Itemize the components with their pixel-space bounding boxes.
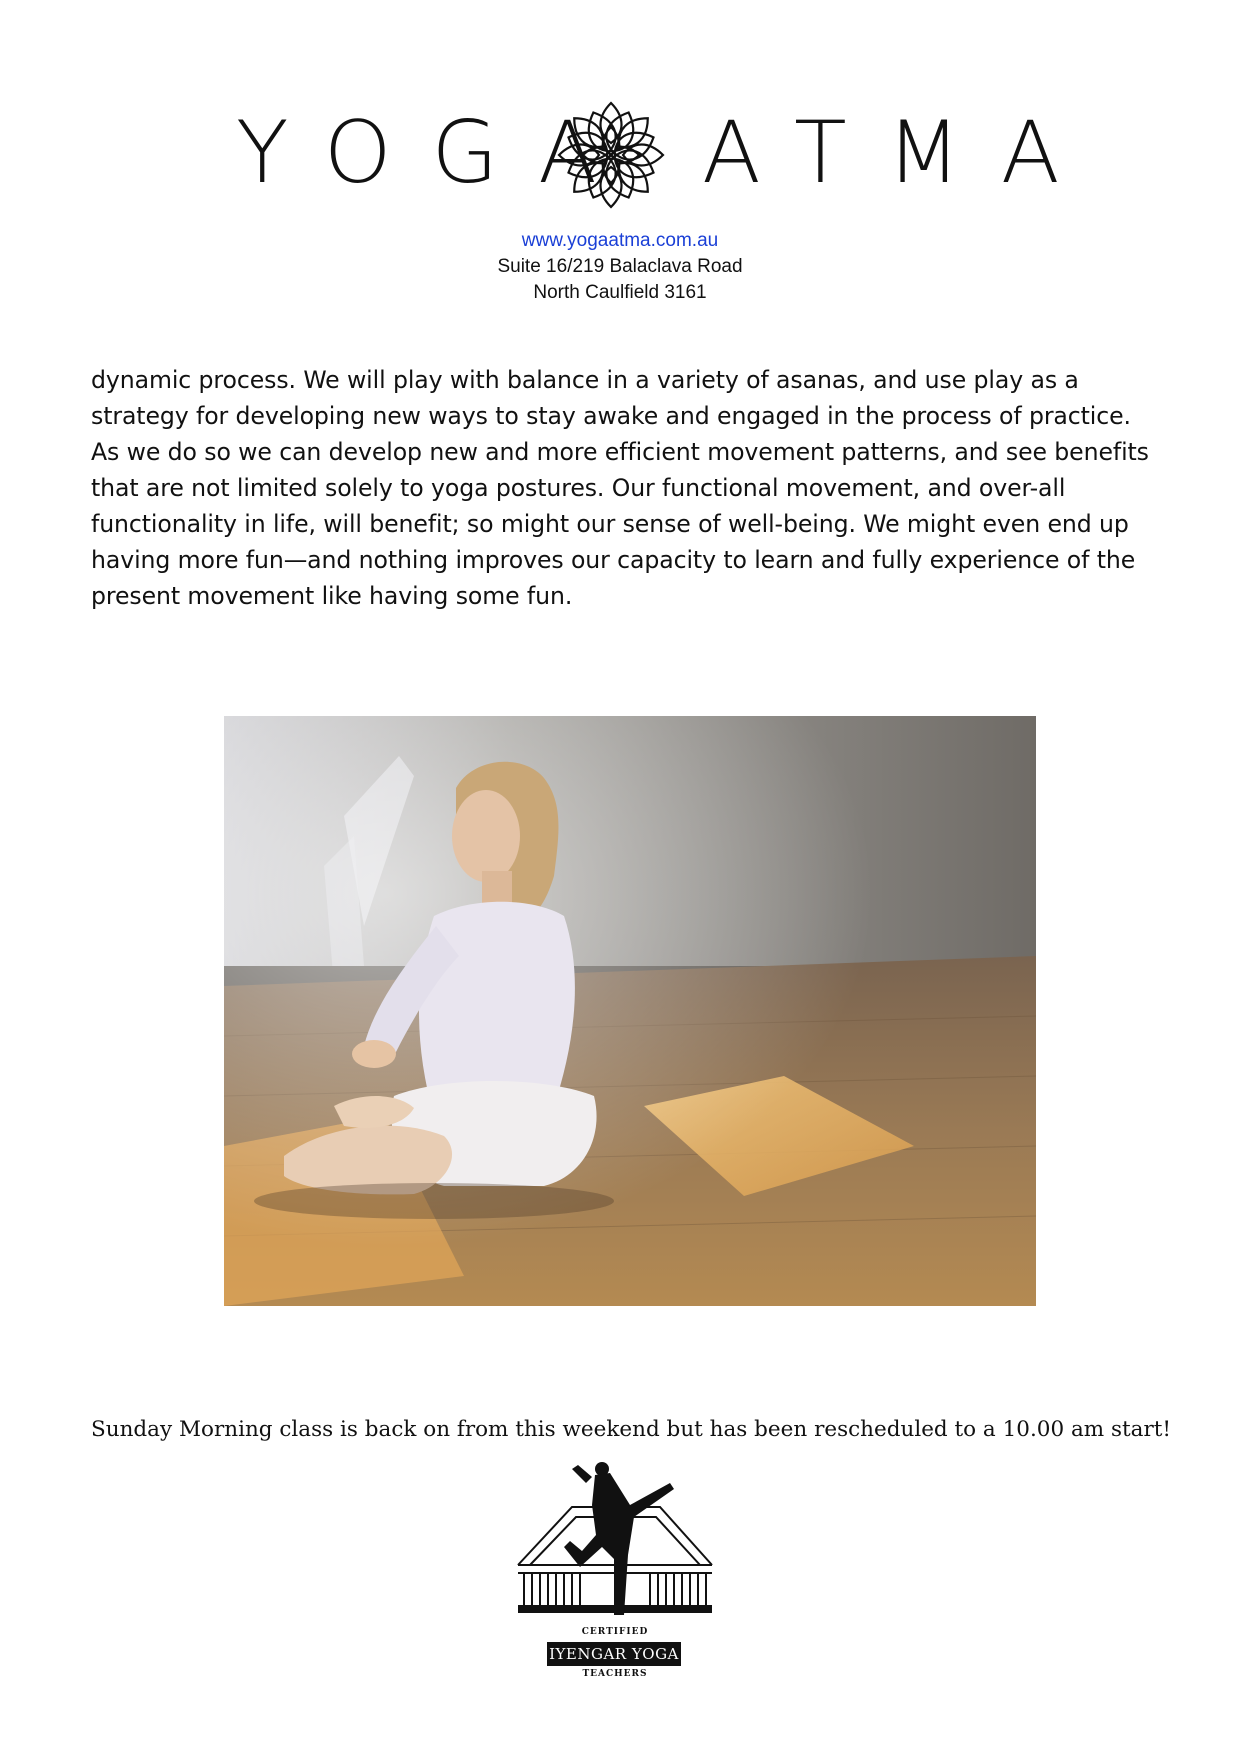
yoga-atma-logo (0, 100, 1240, 210)
contact-address (0, 228, 1240, 306)
lotus-mandala-icon (556, 100, 666, 210)
logo-word-atma: ATMA (702, 103, 1100, 203)
yoga-photo-illustration (224, 716, 1036, 1306)
badge-teachers-label: TEACHERS (582, 1669, 648, 1679)
body-paragraph: dynamic process. We will play with balance in a variety of asanas, and use play as a strategy for developing new ways to stay awake and engaged in the process of practice. As we do so we can develop new and more efficient movement patterns, and see benefits that are not limited solely to yoga postures. Our functional movement, and over-all functionality in life, will benefit; so might our sense of well-being. We might even end up having more fun—and nothing improves our capacity to learn and fully experience of the present movement like having some fun. (91, 366, 1149, 610)
address-line-1: Suite 16/219 Balaclava Road (497, 256, 743, 277)
website-link[interactable]: www.yogaatma.com.au (521, 230, 719, 251)
iyengar-certified-badge (510, 1455, 720, 1687)
badge-certified-label: CERTIFIED (581, 1627, 649, 1637)
yoga-photo (224, 716, 1036, 1306)
iyengar-dancer-logo-icon (510, 1455, 720, 1625)
sunday-class-notice: Sunday Morning class is back on from this weekend but has been rescheduled to a 10.00 am start! (91, 1417, 1172, 1442)
address-line-2: North Caulfield 3161 (533, 282, 707, 303)
logo-word-yoga: YOGA (236, 103, 637, 203)
badge-title-label: IYENGAR YOGA (547, 1642, 681, 1666)
